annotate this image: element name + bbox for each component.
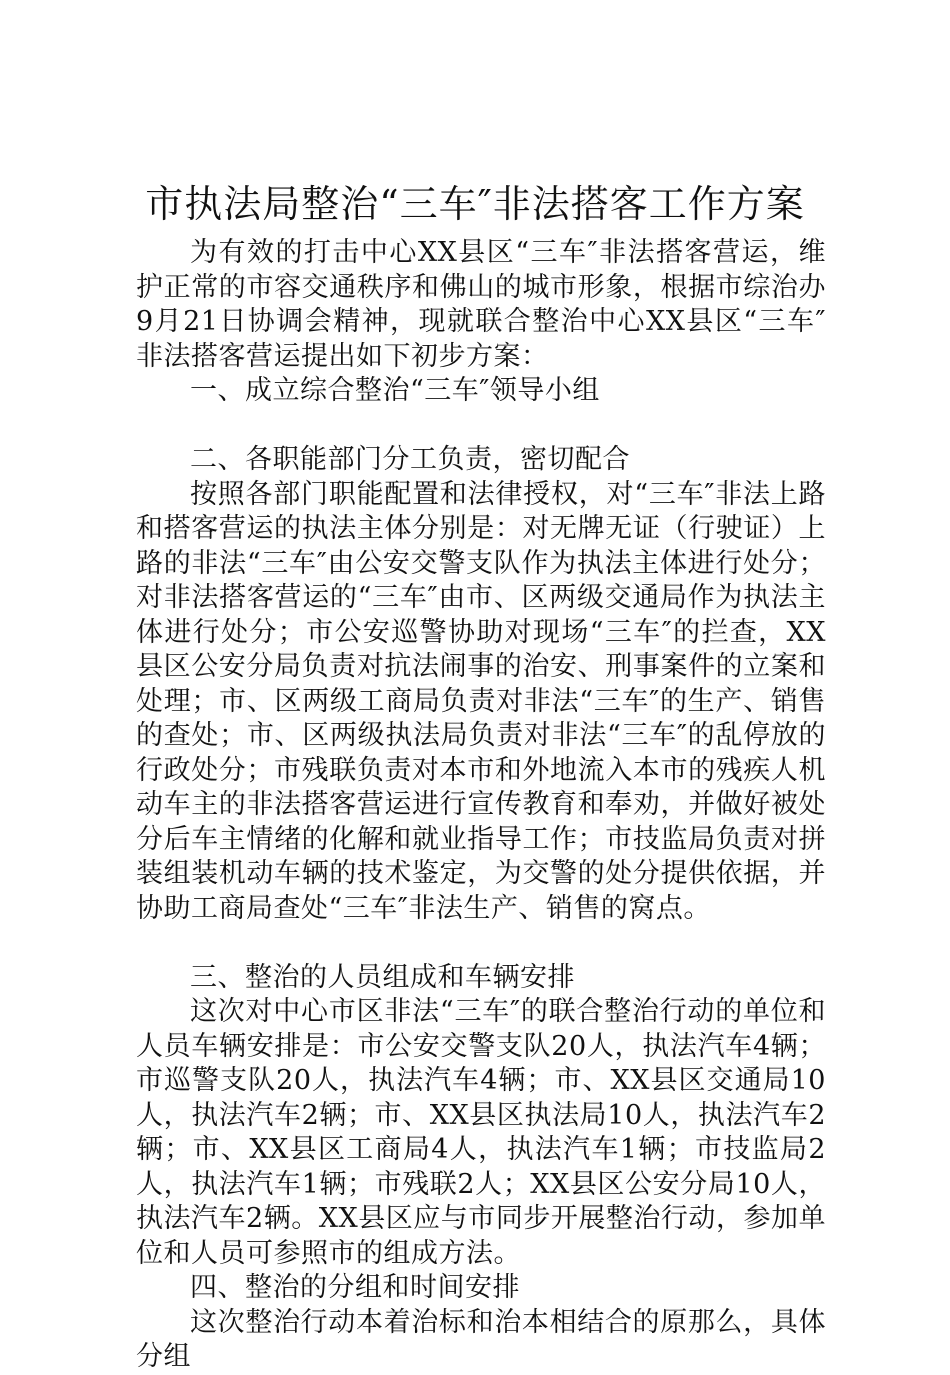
section-4-paragraph: 这次整治行动本着治标和治本相结合的原那么，具体分组: [136, 1306, 826, 1372]
section-3-heading: 三、整治的人员组成和车辆安排: [190, 961, 575, 993]
intro-paragraph: 为有效的打击中心XX县区“三车″非法搭客营运，维护正常的市容交通秩序和佛山的城市形象，根据市综治办9月21日协调会精神，现就联合整治中心XX县区“三车″非法搭客营运提出如下初步方案：: [136, 237, 826, 372]
section-3-paragraph: 这次对中心市区非法“三车″的联合整治行动的单位和人员车辆安排是：市公安交警支队20人，执法汽车4辆；市巡警支队20人，执法汽车4辆；市、XX县区交通局10人，执法汽车2辆；市、XX县区执法局10人，执法汽车2辆；市、XX县区工商局4人，执法汽车1辆；市技监局2人，执法汽车1辆；市残联2人；XX县区公安分局10人，执法汽车2辆。XX县区应与市同步开展整治行动，参加单位和人员可参照市的组成方法。: [136, 996, 826, 1269]
blank-line: [136, 926, 826, 961]
section-2-heading: 二、各职能部门分工负责，密切配合: [190, 444, 630, 475]
section-1-heading: 一、成立综合整治“三车″领导小组: [190, 375, 600, 406]
document-title: 市执法局整治“三车″非法搭客工作方案: [145, 182, 805, 226]
section-2-paragraph: 按照各部门职能配置和法律授权，对“三车″非法上路和搭客营运的执法主体分别是：对无牌无证（行驶证）上路的非法“三车″由公安交警支队作为执法主体进行处分；对非法搭客营运的“三车″由市、区两级交通局作为执法主体进行处分；市公安巡警协助对现场“三车″的拦查，XX县区公安分局负责对抗法闹事的治安、刑事案件的立案和处理；市、区两级工商局负责对非法“三车″的生产、销售的查处；市、区两级执法局负责对非法“三车″的乱停放的行政处分；市残联负责对本市和外地流入本市的残疾人机动车主的非法搭客营运进行宣传教育和奉劝，并做好被处分后车主情绪的化解和就业指导工作；市技监局负责对拼装组装机动车辆的技术鉴定，为交警的处分提供依据，并协助工商局查处“三车″非法生产、销售的窝点。: [136, 478, 826, 924]
blank-line: [136, 409, 826, 444]
document-body: [136, 236, 826, 1375]
section-4-heading: 四、整治的分组和时间安排: [190, 1272, 520, 1303]
